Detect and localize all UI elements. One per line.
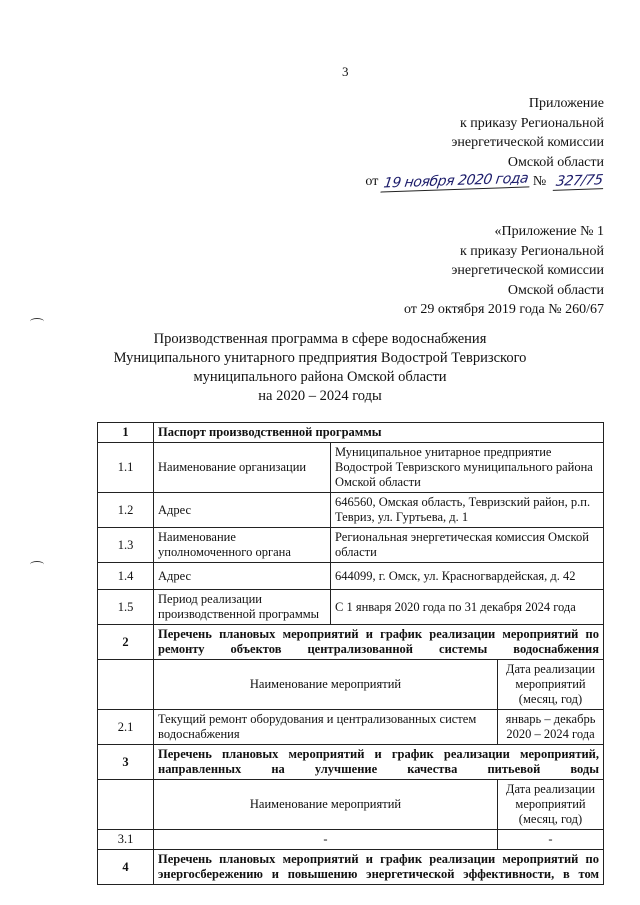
row-value: 644099, г. Омск, ул. Красногвардейская, д. 42 (331, 563, 604, 590)
section-title: Паспорт производственной программы (154, 423, 604, 443)
row-number: 3 (98, 745, 154, 780)
program-table (97, 422, 604, 885)
table-row (98, 830, 604, 850)
table-row (98, 528, 604, 563)
appendix-line: «Приложение № 1 (494, 224, 604, 239)
row-label: Адрес (154, 493, 331, 528)
row-value: Региональная энергетическая комиссия Омской области (331, 528, 604, 563)
hole-punch-mark (30, 318, 44, 325)
row-label: Наименование организации (154, 443, 331, 493)
handwritten-order-number: 327/75 (552, 173, 605, 191)
activity-name: Текущий ремонт оборудования и централизованных систем водоснабжения (154, 710, 498, 745)
table-row (98, 443, 604, 493)
appendix-line: к приказу Региональной (459, 115, 604, 131)
row-value: Муниципальное унитарное предприятие Водострой Тевризского муниципального района Омской области (331, 443, 604, 493)
row-number: 1.4 (98, 563, 154, 590)
row-value: 646560, Омская область, Тевризский район, р.п. Тевриз, ул. Гуртьева, д. 1 (331, 493, 604, 528)
section-title: Перечень плановых мероприятий и график реализации мероприятий по ремонту объектов централизованной системы водоснабжения (154, 625, 604, 660)
appendix-line: энергетической комиссии (451, 135, 604, 150)
section-row (98, 850, 604, 885)
appendix-line: от 29 октября 2019 года № 260/67 (403, 302, 604, 317)
appendix-line: Омской области (507, 282, 604, 298)
section-title: Перечень плановых мероприятий и график реализации мероприятий по энергосбережению и повышению энергетической эффективности, в том (154, 850, 604, 885)
page-number: 3 (342, 64, 349, 79)
row-number: 1 (98, 423, 154, 443)
row-number: 4 (98, 850, 154, 885)
row-number: 1.2 (98, 493, 154, 528)
column-header-date: Дата реализации мероприятий (месяц, год) (498, 780, 604, 830)
handwritten-order-date: 19 ноября 2020 года (380, 171, 531, 192)
column-header-name: Наименование мероприятий (154, 780, 498, 830)
order-line (365, 172, 604, 192)
row-number: 3.1 (98, 830, 154, 850)
row-number: 1.5 (98, 590, 154, 625)
row-label: Период реализации производственной программы (154, 590, 331, 625)
appendix-line: к приказу Региональной (459, 243, 604, 259)
order-number-label: № (532, 174, 547, 189)
row-number: 2.1 (98, 710, 154, 745)
row-number: 1.3 (98, 528, 154, 563)
title-line: Муниципального унитарного предприятия Водострой Тевризского (113, 350, 527, 366)
column-header-row (98, 780, 604, 830)
appendix-line: Приложение (528, 96, 604, 111)
row-number: 2 (98, 625, 154, 660)
table-row (98, 493, 604, 528)
section-title: Перечень плановых мероприятий и график реализации мероприятий, направленных на улучшение качества питьевой воды (154, 745, 604, 780)
table-row (98, 563, 604, 590)
row-value: С 1 января 2020 года по 31 декабря 2024 года (331, 590, 604, 625)
hole-punch-mark (30, 561, 44, 568)
activity-date: январь – декабрь 2020 – 2024 года (498, 710, 604, 745)
activity-name: - (154, 830, 498, 850)
title-line: муниципального района Омской области (193, 369, 447, 385)
row-number: 1.1 (98, 443, 154, 493)
activity-date: - (498, 830, 604, 850)
appendix-header (365, 94, 604, 192)
appendix-line: энергетической комиссии (451, 263, 604, 278)
empty-cell (98, 660, 154, 710)
appendix-line: Омской области (507, 154, 604, 170)
table-row (98, 710, 604, 745)
row-label: Адрес (154, 563, 331, 590)
original-appendix-header (404, 222, 604, 320)
section-row (98, 745, 604, 780)
empty-cell (98, 780, 154, 830)
section-row (98, 423, 604, 443)
title-line: на 2020 – 2024 годы (258, 388, 382, 404)
column-header-name: Наименование мероприятий (154, 660, 498, 710)
title-line: Производственная программа в сфере водоснабжения (153, 331, 487, 347)
document-title (90, 330, 550, 406)
section-row (98, 625, 604, 660)
column-header-row (98, 660, 604, 710)
table-row (98, 590, 604, 625)
order-prefix: от (365, 174, 379, 189)
column-header-date: Дата реализации мероприятий (месяц, год) (498, 660, 604, 710)
row-label: Наименование уполномоченного органа (154, 528, 331, 563)
